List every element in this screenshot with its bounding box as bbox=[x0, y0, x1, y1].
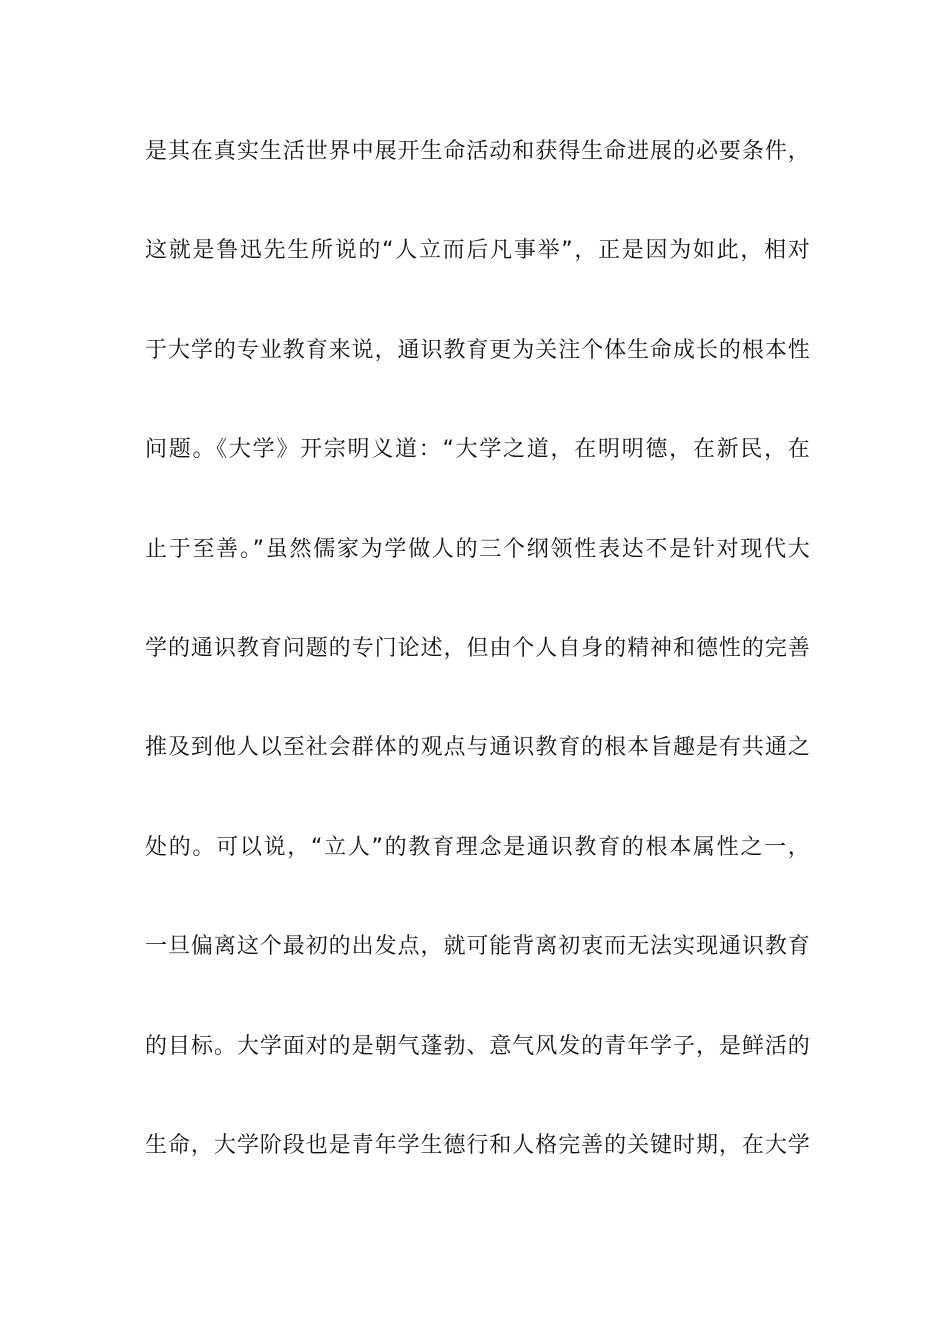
text-line: 是其在真实生活世界中展开生命活动和获得生命进展的必要条件， bbox=[145, 139, 810, 164]
text-line: 止于至善。”虽然儒家为学做人的三个纲领性表达不是针对现代大 bbox=[145, 536, 810, 562]
text-line: 问题。《大学》开宗明义道：“大学之道，在明明德，在新民，在 bbox=[145, 437, 810, 463]
text-line: 处的。可以说，“立人”的教育理念是通识教育的根本属性之一， bbox=[145, 834, 810, 860]
body-text bbox=[145, 127, 810, 1220]
text-line: 这就是鲁迅先生所说的“人立而后凡事举”，正是因为如此，相对 bbox=[145, 238, 810, 264]
text-line: 于大学的专业教育来说，通识教育更为关注个体生命成长的根本性 bbox=[145, 337, 810, 363]
text-line: 的目标。大学面对的是朝气蓬勃、意气风发的青年学子，是鲜活的 bbox=[145, 1033, 810, 1059]
text-line: 生命，大学阶段也是青年学生德行和人格完善的关键时期，在大学 bbox=[145, 1132, 810, 1158]
text-line: 学的通识教育问题的专门论述，但由个人自身的精神和德性的完善 bbox=[145, 635, 810, 661]
text-line: 一旦偏离这个最初的出发点，就可能背离初衷而无法实现通识教育 bbox=[145, 934, 810, 960]
text-line: 推及到他人以至社会群体的观点与通识教育的根本旨趣是有共通之 bbox=[145, 735, 810, 761]
